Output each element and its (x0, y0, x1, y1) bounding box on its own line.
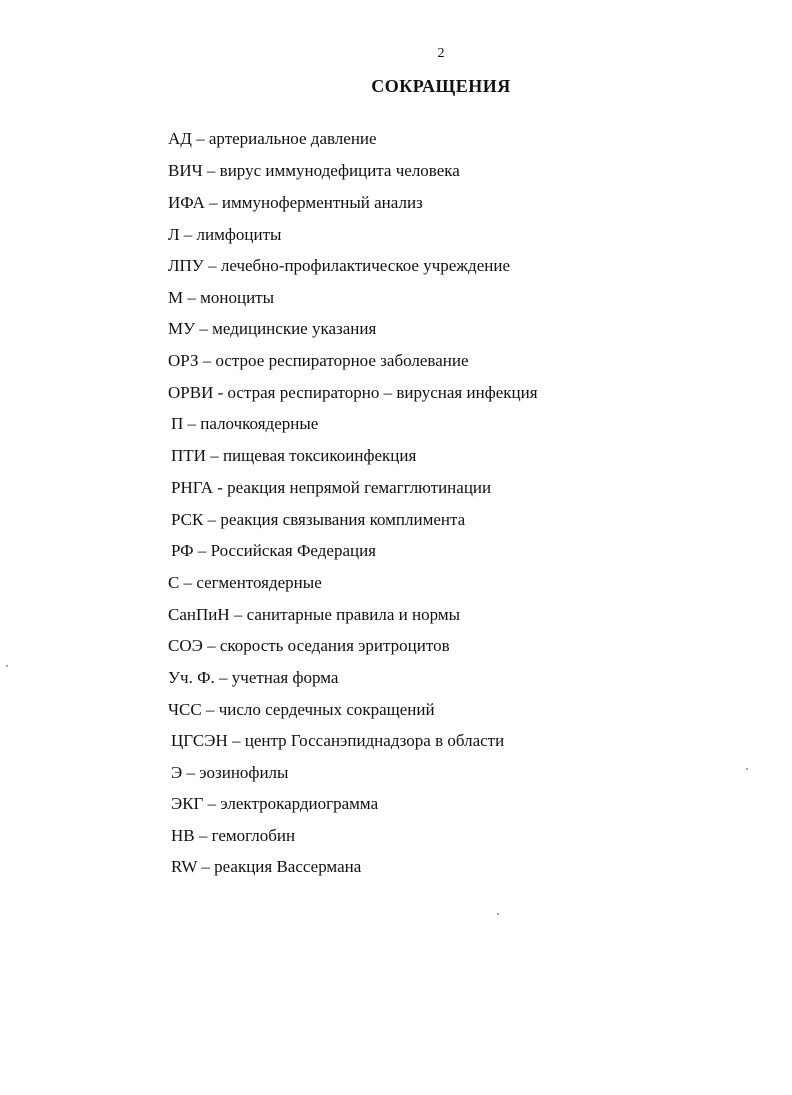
abbreviation-item: ИФА – иммуноферментный анализ (168, 193, 423, 212)
abbreviation-item: МУ – медицинские указания (168, 319, 377, 338)
abbreviation-item: СОЭ – скорость оседания эритроцитов (168, 636, 450, 655)
abbreviation-item: П – палочкоядерные (171, 414, 319, 433)
abbreviation-item: РСК – реакция связывания комплимента (171, 510, 466, 529)
abbreviation-item: Л – лимфоциты (168, 225, 282, 244)
abbreviation-item: ЧСС – число сердечных сокращений (168, 700, 435, 719)
abbreviation-item: ПТИ – пищевая токсикоинфекция (171, 446, 417, 465)
abbreviation-item: РНГА - реакция непрямой гемагглютинации (171, 478, 492, 497)
abbreviation-item: ОРЗ – острое респираторное заболевание (168, 351, 469, 370)
abbreviation-item: НВ – гемоглобин (171, 826, 296, 845)
scan-speck (746, 768, 748, 770)
abbreviation-item: RW – реакция Вассермана (171, 857, 362, 876)
abbreviation-item: ЦГСЭН – центр Госсанэпиднадзора в области (171, 731, 505, 750)
abbreviation-item: РФ – Российская Федерация (171, 541, 377, 560)
abbreviation-item: АД – артериальное давление (168, 129, 377, 148)
abbreviation-item: ЭКГ – электрокардиограмма (171, 794, 379, 813)
abbreviation-item: М – моноциты (168, 288, 275, 307)
abbreviation-item: ЛПУ – лечебно-профилактическое учреждение (168, 256, 510, 275)
page-number: 2 (437, 46, 445, 61)
page-title: СОКРАЩЕНИЯ (371, 76, 511, 96)
abbreviation-item: Э – эозинофилы (171, 763, 289, 782)
abbreviation-item: С – сегментоядерные (168, 573, 322, 592)
abbreviation-item: ВИЧ – вирус иммунодефицита человека (168, 161, 460, 180)
abbreviation-item: ОРВИ - острая респираторно – вирусная инфекция (168, 383, 538, 402)
scan-speck (497, 913, 499, 915)
abbreviation-item: Уч. Ф. – учетная форма (168, 668, 339, 687)
scan-speck (6, 665, 8, 667)
abbreviation-item: СанПиН – санитарные правила и нормы (168, 605, 461, 624)
